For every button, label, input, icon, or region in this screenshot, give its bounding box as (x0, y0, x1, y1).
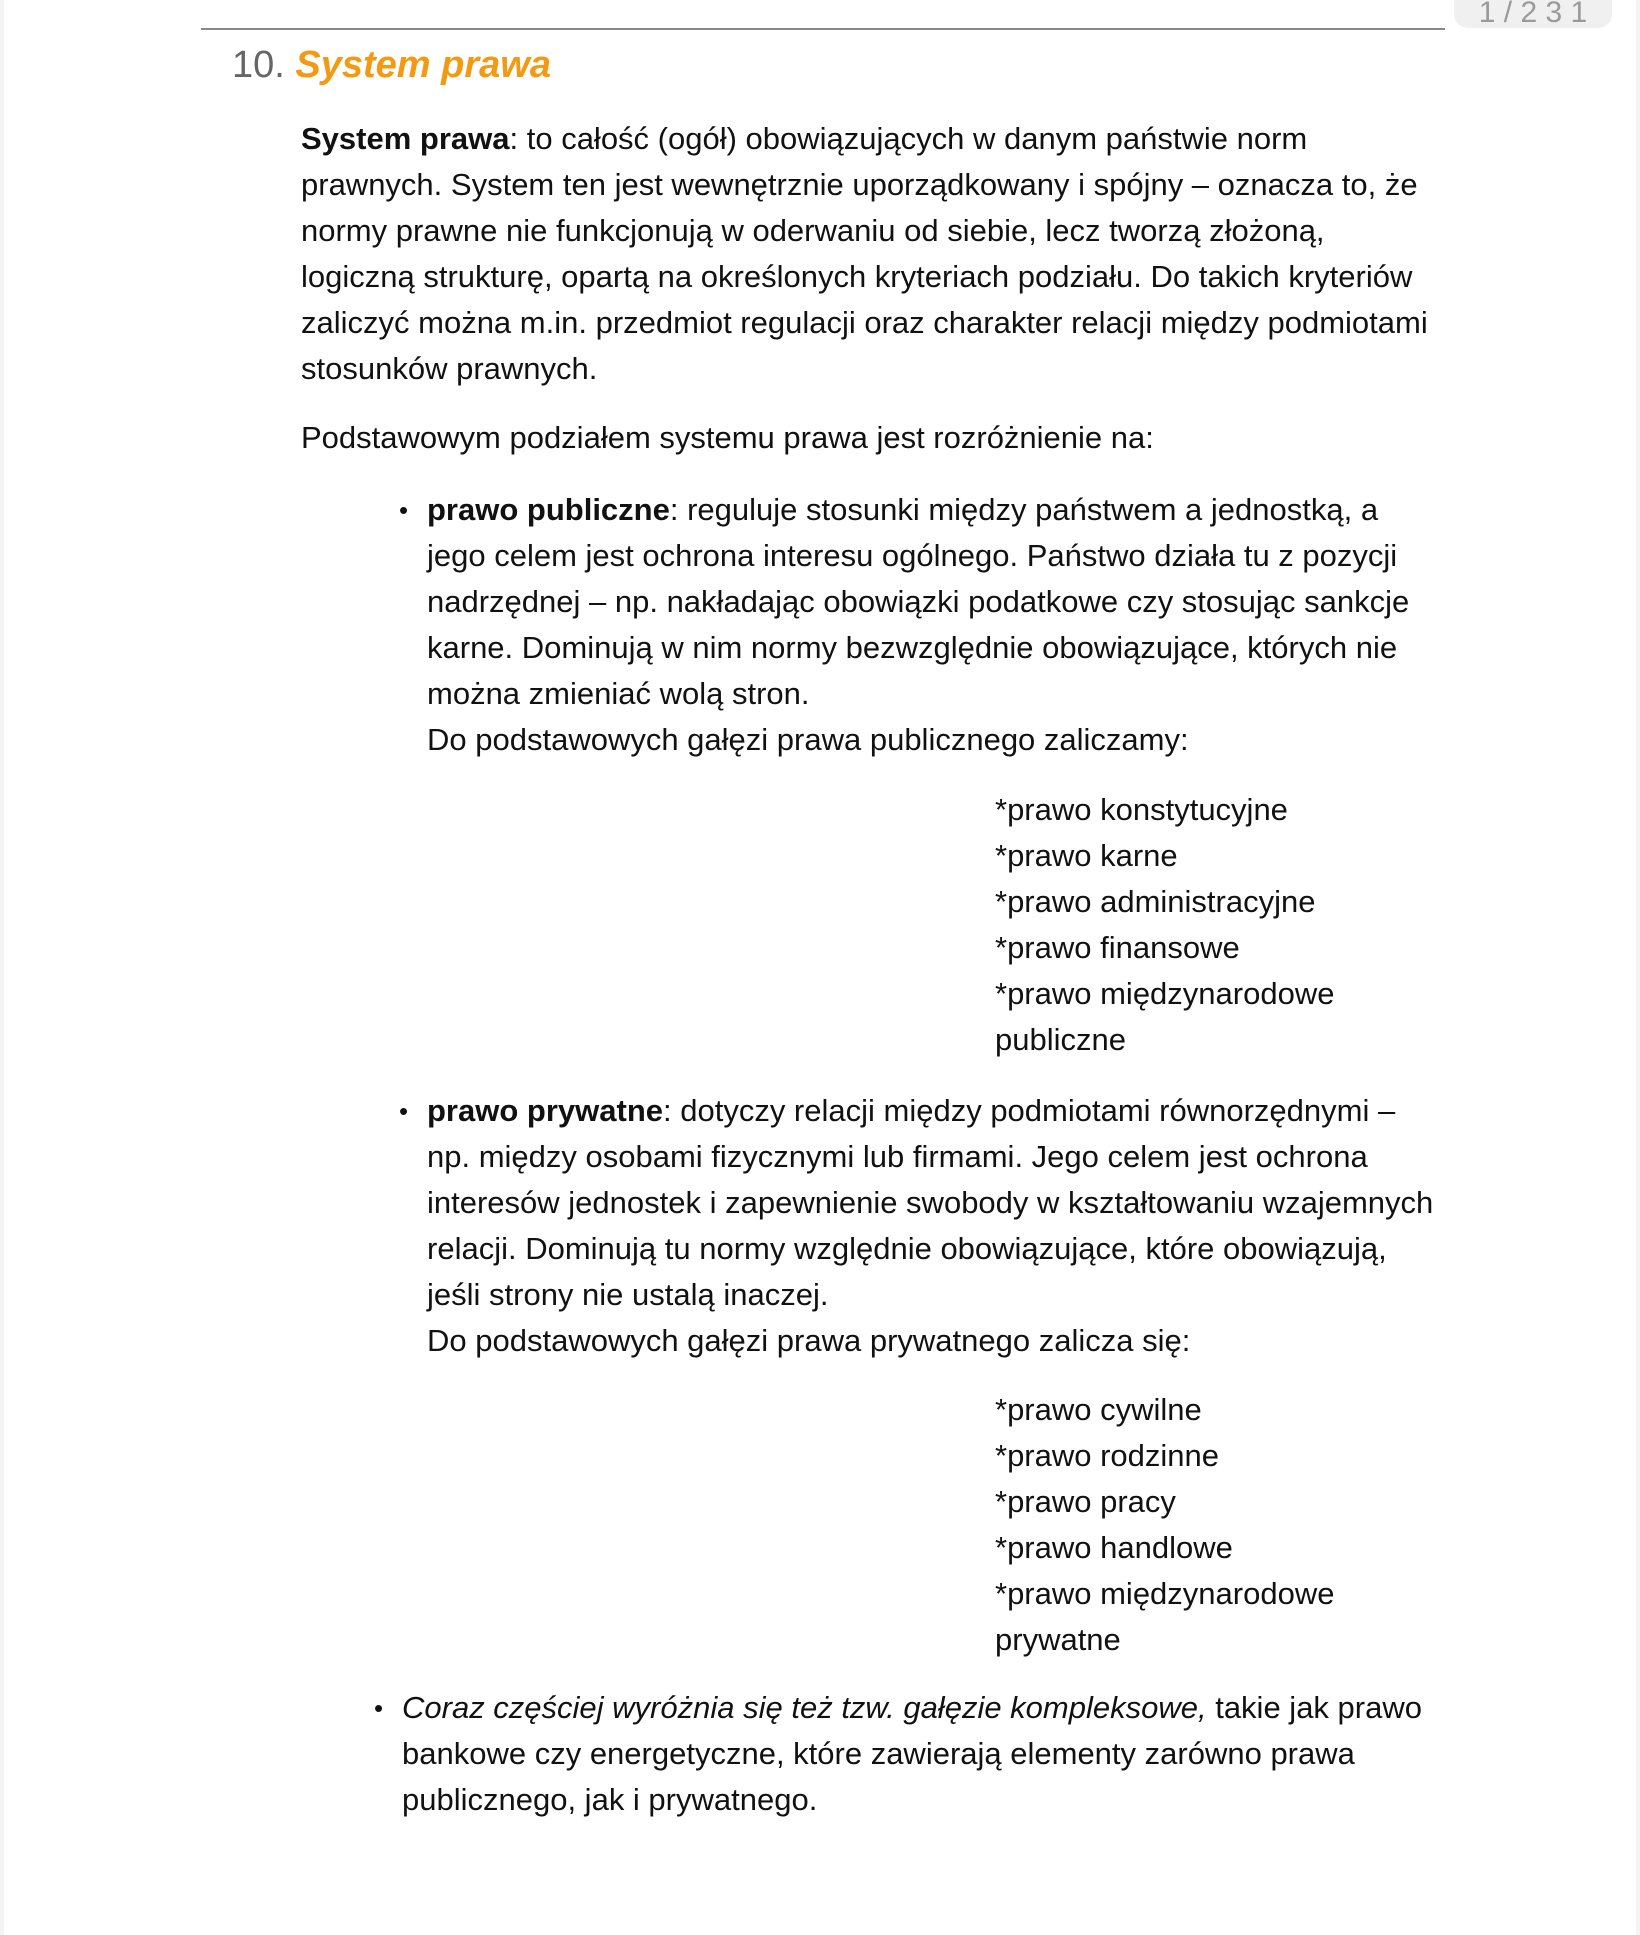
list-item: *prawo karne (995, 838, 1178, 873)
bullet-icon: • (399, 495, 409, 525)
public-law-branches-intro: Do podstawowych gałęzi prawa publicznego zaliczamy: (427, 722, 1189, 757)
list-item-complex-branches (374, 1685, 1442, 1823)
section-title: System prawa (295, 44, 551, 86)
top-divider (201, 28, 1445, 30)
list-item: *prawo handlowe (995, 1530, 1233, 1565)
list-item: prywatne (995, 1622, 1121, 1657)
list-item-public-law (399, 487, 1442, 763)
page-indicator (1454, 0, 1612, 28)
intro-term: System prawa (301, 121, 510, 156)
public-law-branches (995, 787, 1415, 1063)
list-item: *prawo międzynarodowe (995, 1576, 1335, 1611)
list-item: *prawo administracyjne (995, 884, 1316, 919)
private-law-term: prawo prywatne (427, 1093, 663, 1128)
public-law-text: : reguluje stosunki między państwem a jednostką, a jego celem jest ochrona interesu ogólnego. Państwo działa tu z pozycji nadrzędnej – np. nakładając obowiązki podatkowe czy stosując sankcje karne. Dominują w nim normy bezwzględnie obowiązujące, których nie można zmieniać wolą stron. (427, 492, 1410, 711)
complex-branches-text (402, 1685, 1442, 1823)
list-item: publiczne (995, 1022, 1126, 1057)
complex-italic: Coraz częściej wyróżnia się też tzw. gałęzie kompleksowe, (402, 1690, 1207, 1725)
complex-text: takie jak prawo bankowe czy energetyczne, które zawierają elementy zarówno prawa publicznego, jak i prywatnego. (402, 1690, 1422, 1817)
bullet-icon: • (399, 1096, 409, 1126)
list-item: *prawo międzynarodowe (995, 976, 1335, 1011)
list-item: *prawo konstytucyjne (995, 792, 1288, 827)
public-law-term: prawo publiczne (427, 492, 670, 527)
list-item: *prawo finansowe (995, 930, 1240, 965)
list-item: *prawo rodzinne (995, 1438, 1220, 1473)
list-item-private-law (399, 1088, 1442, 1364)
page-indicator-label: 1 / 2 3 1 (1478, 0, 1588, 29)
document-page (4, 0, 1636, 1935)
private-law-description (427, 1088, 1442, 1318)
division-intro: Podstawowym podziałem systemu prawa jest rozróżnienie na: (301, 420, 1154, 455)
intro-paragraph (301, 116, 1441, 392)
list-item: *prawo cywilne (995, 1392, 1202, 1427)
private-law-branches-intro: Do podstawowych gałęzi prawa prywatnego zalicza się: (427, 1323, 1191, 1358)
intro-text: : to całość (ogół) obowiązujących w danym państwie norm prawnych. System ten jest wewnętrznie uporządkowany i spójny – oznacza to, że normy prawne nie funkcjonują w oderwaniu od siebie, lecz tworzą złożoną, logiczną strukturę, opartą na określonych kryteriach podziału. Do takich kryteriów zaliczyć można m.in. przedmiot regulacji oraz charakter relacji między podmiotami stosunków prawnych. (301, 121, 1428, 386)
public-law-description (427, 487, 1442, 717)
private-law-text: : dotyczy relacji między podmiotami równorzędnymi – np. między osobami fizycznymi lub firmami. Jego celem jest ochrona interesów jednostek i zapewnienie swobody w kształtowaniu wzajemnych relacji. Dominują tu normy względnie obowiązujące, które obowiązują, jeśli strony nie ustalą inaczej. (427, 1093, 1434, 1312)
list-item: *prawo pracy (995, 1484, 1176, 1519)
section-heading (232, 42, 551, 88)
section-number: 10. (232, 44, 285, 86)
private-law-branches (995, 1387, 1415, 1663)
bullet-icon: • (374, 1693, 384, 1723)
